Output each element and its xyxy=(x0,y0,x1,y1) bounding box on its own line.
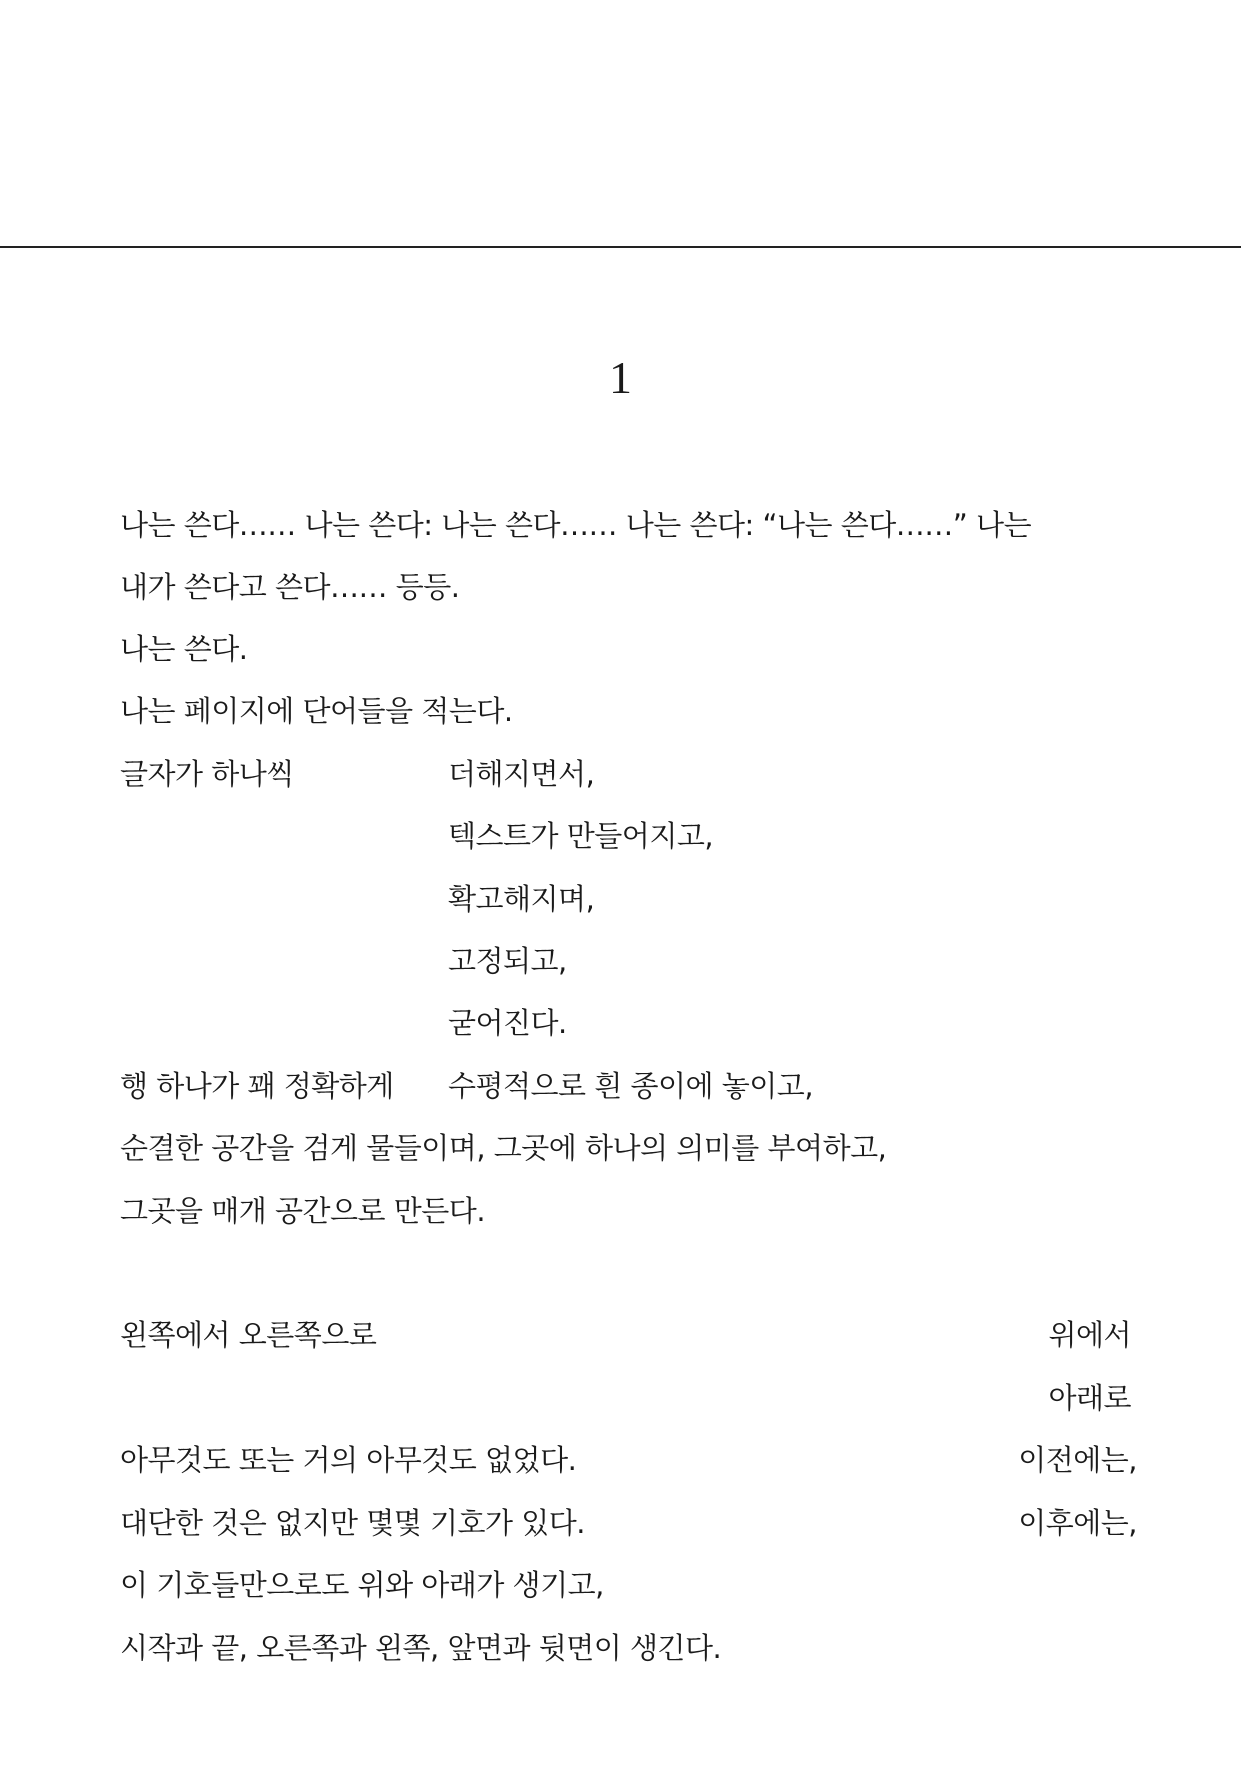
text-line-16: 위에서 xyxy=(1048,1318,1131,1352)
text-line-12: 수평적으로 흰 종이에 놓이고, xyxy=(448,1069,814,1103)
text-line-13: 순결한 공간을 검게 물들이며, 그곳에 하나의 의미를 부여하고, xyxy=(120,1131,887,1165)
text-line-8: 확고해지며, xyxy=(448,882,595,916)
text-line-1: 나는 쓴다…… 나는 쓴다: 나는 쓴다…… 나는 쓴다: “나는 쓴다……” 나는 xyxy=(120,508,1032,542)
text-line-21: 이후에는, xyxy=(1018,1506,1137,1540)
text-line-9: 고정되고, xyxy=(448,944,567,978)
text-line-6: 더해지면서, xyxy=(448,757,595,791)
top-rule xyxy=(0,246,1241,248)
text-line-11: 행 하나가 꽤 정확하게 xyxy=(120,1069,394,1103)
text-line-15: 왼쪽에서 오른쪽으로 xyxy=(120,1318,377,1352)
text-line-14: 그곳을 매개 공간으로 만든다. xyxy=(120,1194,486,1228)
chapter-number: 1 xyxy=(609,352,632,403)
text-line-3: 나는 쓴다. xyxy=(120,632,248,666)
text-line-18: 아무것도 또는 거의 아무것도 없었다. xyxy=(120,1443,577,1477)
text-line-10: 굳어진다. xyxy=(448,1006,567,1040)
text-line-2: 내가 쓴다고 쓴다…… 등등. xyxy=(120,570,460,604)
text-line-7: 텍스트가 만들어지고, xyxy=(448,819,714,853)
text-line-4: 나는 페이지에 단어들을 적는다. xyxy=(120,694,513,728)
text-line-22: 이 기호들만으로도 위와 아래가 생기고, xyxy=(120,1568,604,1602)
text-line-17: 아래로 xyxy=(1048,1381,1131,1415)
text-line-23: 시작과 끝, 오른쪽과 왼쪽, 앞면과 뒷면이 생긴다. xyxy=(120,1631,722,1665)
text-line-20: 대단한 것은 없지만 몇몇 기호가 있다. xyxy=(120,1506,586,1540)
text-line-19: 이전에는, xyxy=(1018,1443,1137,1477)
text-line-5: 글자가 하나씩 xyxy=(120,757,294,791)
